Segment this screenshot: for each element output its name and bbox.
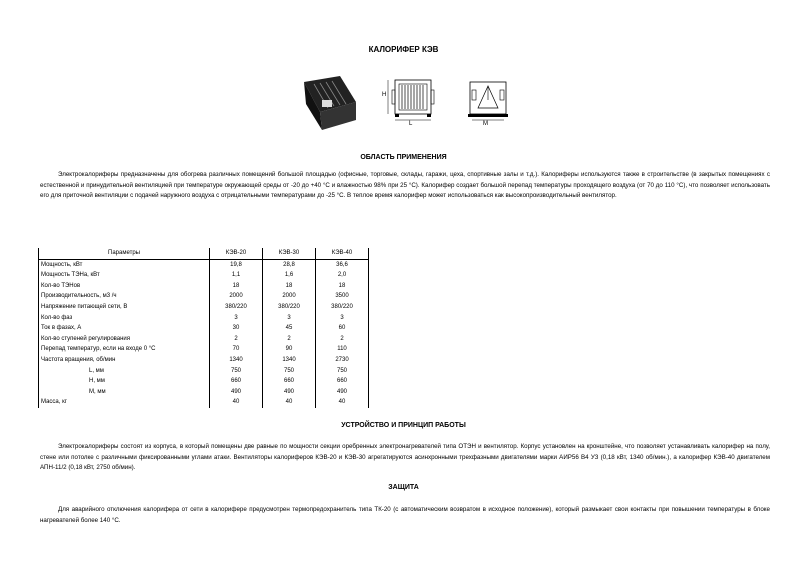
section-heading-application: ОБЛАСТЬ ПРИМЕНЕНИЯ [360, 154, 447, 161]
cell: 380/220 [263, 302, 316, 313]
row-label: H, мм [39, 376, 210, 387]
row-label: L, мм [39, 366, 210, 377]
table-row [39, 344, 369, 355]
row-label: Перепад температур, если на входе 0 °С [39, 344, 210, 355]
cell: 750 [263, 366, 316, 377]
cell: 2 [316, 334, 369, 345]
cell: 30 [210, 323, 263, 334]
cell: 660 [316, 376, 369, 387]
cell: 660 [210, 376, 263, 387]
col-header-kev20: КЭВ-20 [210, 248, 263, 259]
row-label: Ток в фазах, А [39, 323, 210, 334]
cell: 750 [210, 366, 263, 377]
table-row [39, 291, 369, 302]
cell: 3 [316, 313, 369, 324]
cell: 490 [263, 387, 316, 398]
cell: 490 [210, 387, 263, 398]
protection-text: Для аварийного отключения калорифера от сети в калорифере предусмотрен термопредохранитель типа ТК-20 (с автоматическим возвратом в исходное положение), который размыкает свои контакты при повышении температуры в блоке нагревателей более 140 °С. [40, 506, 770, 524]
cell: 2000 [210, 291, 263, 302]
table-row [39, 302, 369, 313]
row-label: Масса, кг [39, 397, 210, 408]
cell: 19,8 [210, 259, 263, 270]
application-paragraph [40, 170, 770, 202]
section-heading-design: УСТРОЙСТВО И ПРИНЦИП РАБОТЫ [341, 422, 466, 429]
cell: 28,8 [263, 259, 316, 270]
protection-paragraph [40, 505, 770, 526]
table-row [39, 387, 369, 398]
cell: 18 [263, 281, 316, 292]
cell: 2730 [316, 355, 369, 366]
cell: 2000 [263, 291, 316, 302]
col-header-params: Параметры [39, 248, 210, 259]
cell: 1,1 [210, 270, 263, 281]
cell: 1,6 [263, 270, 316, 281]
cell: 2,0 [316, 270, 369, 281]
row-label: Кол-во ТЭНов [39, 281, 210, 292]
row-label: Кол-во фаз [39, 313, 210, 324]
cell: 1340 [263, 355, 316, 366]
cell: 380/220 [316, 302, 369, 313]
cell: 3 [210, 313, 263, 324]
cell: 110 [316, 344, 369, 355]
specifications-table [38, 248, 369, 408]
cell: 40 [263, 397, 316, 408]
table-row [39, 334, 369, 345]
dimension-l-label: L [409, 121, 413, 127]
section-heading-protection: ЗАЩИТА [388, 484, 419, 491]
dimension-m-label: M [483, 121, 488, 127]
side-view-drawing [464, 76, 514, 136]
cell: 3 [263, 313, 316, 324]
cell: 90 [263, 344, 316, 355]
row-label: M, мм [39, 387, 210, 398]
dimension-h-label: H [382, 92, 387, 98]
table-row [39, 355, 369, 366]
row-label: Производительность, м3 /ч [39, 291, 210, 302]
table-row [39, 259, 369, 270]
table-row [39, 313, 369, 324]
row-label: Кол-во ступеней регулирования [39, 334, 210, 345]
row-label: Напряжение питающей сети, В [39, 302, 210, 313]
cell: 2 [263, 334, 316, 345]
page-title: КАЛОРИФЕР КЭВ [368, 45, 439, 54]
col-header-kev30: КЭВ-30 [263, 248, 316, 259]
col-header-kev40: КЭВ-40 [316, 248, 369, 259]
cell: 18 [316, 281, 369, 292]
table-row [39, 366, 369, 377]
design-text: Электрокалориферы состоят из корпуса, в который помещены две равные по мощности секции оребренных электронагревателей типа ОТЭН и вентилятор. Корпус установлен на кронштейне, что позволяет устанавливать калорифер на полу, стене или потолке с различными фиксированными углами атаки. Вентиляторы калориферов КЭВ-20 и КЭВ-30 агрегатируются асинхронными трехфазными двигателями марки АИР56 В4 УЗ (0,18 кВт, 1340 об/мин.), а калорифер КЭВ-40 двигателем АПН-11/2 (0,18 кВт, 2750 об/мин). [40, 443, 770, 471]
cell: 70 [210, 344, 263, 355]
cell: 60 [316, 323, 369, 334]
cell: 36,6 [316, 259, 369, 270]
cell: 40 [316, 397, 369, 408]
row-label: Частота вращения, об/мин [39, 355, 210, 366]
cell: 40 [210, 397, 263, 408]
row-label: Мощность, кВт [39, 259, 210, 270]
cell: 18 [210, 281, 263, 292]
table-row [39, 281, 369, 292]
heater-photo [298, 74, 360, 132]
table-row [39, 397, 369, 408]
table-row [39, 323, 369, 334]
row-label: Мощность ТЭНа, кВт [39, 270, 210, 281]
cell: 3500 [316, 291, 369, 302]
cell: 660 [263, 376, 316, 387]
cell: 490 [316, 387, 369, 398]
table-header-row [39, 248, 369, 259]
table-row [39, 270, 369, 281]
cell: 45 [263, 323, 316, 334]
design-paragraph [40, 442, 770, 474]
front-view-drawing [382, 76, 442, 136]
cell: 380/220 [210, 302, 263, 313]
application-text: Электрокалориферы предназначены для обогрева различных помещений большой площадью (офисные, торговые, склады, гаражи, цеха, спортивные залы и т.д.). Калориферы используются также в строительстве (в закрытых помещениях с естественной и принудительной вентиляцией при температуре окружающей среды от -20 до +40 °С и влажностью 98% при 25 °С). Калорифер создает большой перепад температуры проходящего воздуха (от 70 до 110 °С), что позволяет использовать его для приточной вентиляции с подачей наружного воздуха с отрицательными температурами до -25 °С. В теплое время калорифер может использоваться как высокопроизводительный вентилятор. [40, 171, 770, 199]
cell: 1340 [210, 355, 263, 366]
cell: 750 [316, 366, 369, 377]
cell: 2 [210, 334, 263, 345]
table-row [39, 376, 369, 387]
